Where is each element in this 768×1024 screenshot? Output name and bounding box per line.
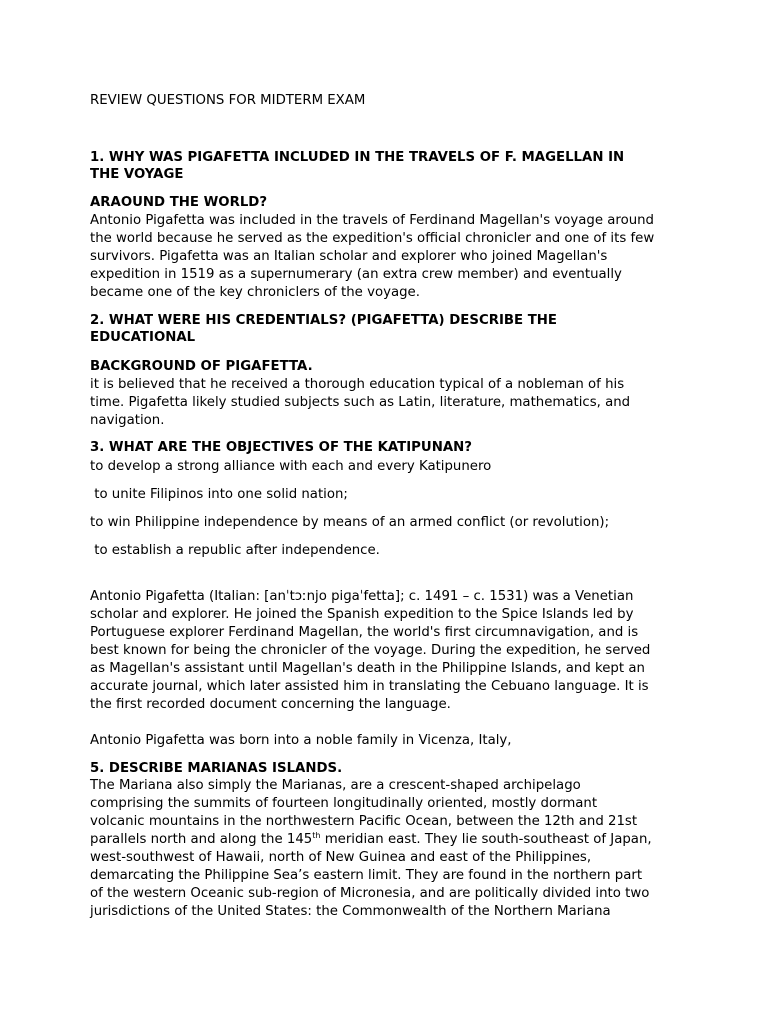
answer-1-line: survivors. Pigafetta was an Italian scholar and explorer who joined Magellan's <box>90 249 608 264</box>
bio-line: scholar and explorer. He joined the Spanish expedition to the Spice Islands led by <box>90 607 634 622</box>
answer-5-line: jurisdictions of the United States: the Commonwealth of the Northern Mariana <box>90 904 611 919</box>
question-1-heading-cont: THE VOYAGE <box>90 167 184 182</box>
answer-1-line: became one of the key chroniclers of the voyage. <box>90 285 420 300</box>
answer-5-line: west-southwest of Hawaii, north of New Guinea and east of the Philippines, <box>90 850 592 865</box>
answer-2-line: navigation. <box>90 413 165 428</box>
bio-line: Portuguese explorer Ferdinand Magellan, the world's first circumnavigation, and is <box>90 625 639 640</box>
question-1-heading-cont: ARAOUND THE WORLD? <box>90 195 268 210</box>
answer-1-line: expedition in 1519 as a supernumerary (an extra crew member) and eventually <box>90 267 622 282</box>
answer-2-line: it is believed that he received a thorough education typical of a nobleman of his <box>90 377 625 392</box>
answer-5-line: demarcating the Philippine Sea’s eastern limit. They are found in the northern part <box>90 868 643 883</box>
answer-5-meridian-line <box>90 831 652 849</box>
answer-1-line: Antonio Pigafetta was included in the travels of Ferdinand Magellan's voyage around <box>90 213 654 228</box>
bio-line: as Magellan's assistant until Magellan's death in the Philippine Islands, and kept an <box>90 661 645 676</box>
answer-5-line: of the western Oceanic sub-region of Micronesia, and are politically divided into two <box>90 886 650 901</box>
question-2-heading: 2. WHAT WERE HIS CREDENTIALS? (PIGAFETTA) DESCRIBE THE <box>90 313 558 328</box>
bio-line: best known for being the chronicler of the voyage. During the expedition, he served <box>90 643 651 658</box>
question-2-heading-cont: BACKGROUND OF PIGAFETTA. <box>90 359 313 374</box>
answer-2-line: time. Pigafetta likely studied subjects such as Latin, literature, mathematics, and <box>90 395 631 410</box>
answer-5-line: volcanic mountains in the northwestern Pacific Ocean, between the 12th and 21st <box>90 814 638 829</box>
question-3-heading: 3. WHAT ARE THE OBJECTIVES OF THE KATIPUNAN? <box>90 440 472 455</box>
document-title: REVIEW QUESTIONS FOR MIDTERM EXAM <box>90 93 366 108</box>
objective-item: to win Philippine independence by means of an armed conflict (or revolution); <box>90 515 610 530</box>
meridian-text: parallels north and along the 145 <box>90 832 313 847</box>
question-2-heading-cont: EDUCATIONAL <box>90 330 196 345</box>
question-5-heading: 5. DESCRIBE MARIANAS ISLANDS. <box>90 761 343 776</box>
bio-line: the first recorded document concerning the language. <box>90 697 451 712</box>
objective-item: to unite Filipinos into one solid nation; <box>90 487 348 502</box>
objective-item: to establish a republic after independence. <box>90 543 380 558</box>
answer-5-line: comprising the summits of fourteen longitudinally oriented, mostly dormant <box>90 796 598 811</box>
question-1-heading: 1. WHY WAS PIGAFETTA INCLUDED IN THE TRAVELS OF F. MAGELLAN IN <box>90 150 625 165</box>
ordinal-superscript: th <box>312 831 321 840</box>
objective-item: to develop a strong alliance with each and every Katipunero <box>90 459 492 474</box>
meridian-text: meridian east. They lie south-southeast of Japan, <box>320 832 652 847</box>
answer-5-line: The Mariana also simply the Marianas, are a crescent-shaped archipelago <box>90 778 581 793</box>
bio-line: accurate journal, which later assisted him in translating the Cebuano language. It is <box>90 679 649 694</box>
bio-birthplace: Antonio Pigafetta was born into a noble family in Vicenza, Italy, <box>90 733 512 748</box>
bio-line: Antonio Pigafetta (Italian: [anˈtɔːnjo piɡaˈfetta]; c. 1491 – c. 1531) was a Venetian <box>90 589 634 604</box>
answer-1-line: the world because he served as the expedition's official chronicler and one of its few <box>90 231 655 246</box>
